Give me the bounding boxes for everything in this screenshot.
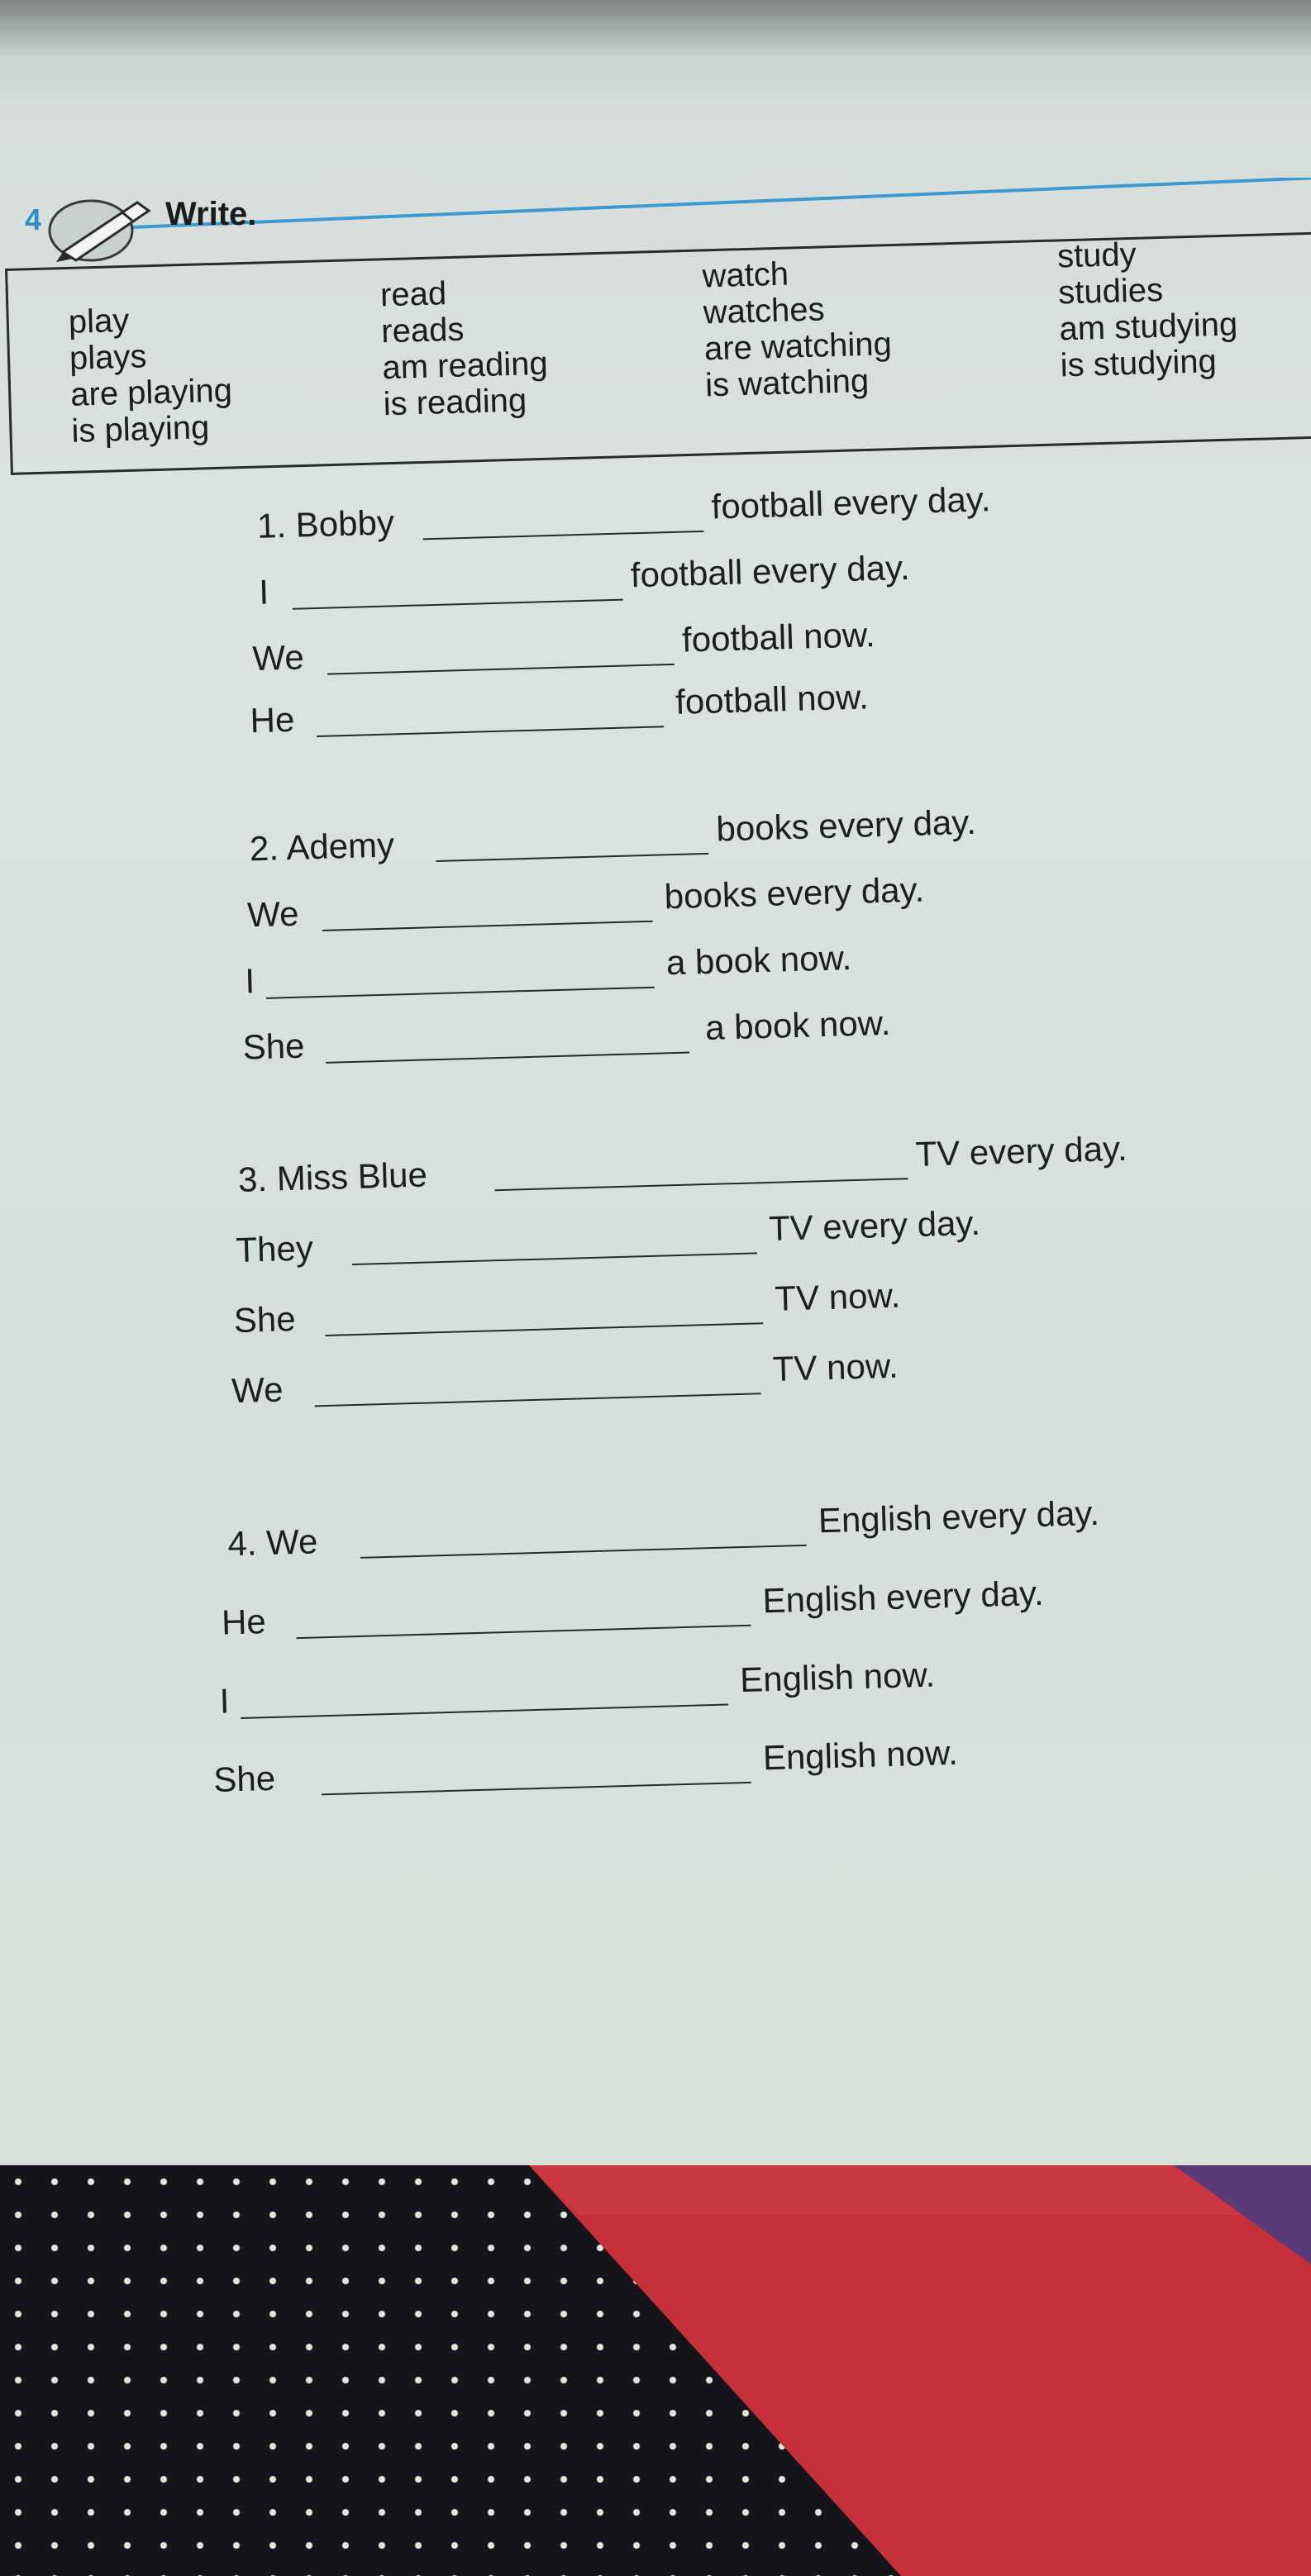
sentence-row [227, 1489, 1303, 1569]
sentence-row [250, 671, 1160, 746]
answer-blank[interactable] [315, 1393, 761, 1407]
sentence-subject: I [219, 1681, 231, 1721]
task-number: 4 [25, 202, 42, 236]
sentence-row [242, 998, 1152, 1073]
sentence-subject: 1. Bobby [256, 502, 395, 545]
sentence-ending: English every day. [818, 1493, 1100, 1540]
word: is studying [1060, 343, 1218, 384]
sentence-subject: 3. Miss Blue [237, 1155, 428, 1199]
task-title: Write. [165, 196, 257, 232]
sentence-subject: We [251, 637, 305, 679]
sentence-ending: books every day. [664, 869, 925, 917]
sentence-row [258, 542, 1168, 617]
word: is playing [70, 409, 210, 450]
sentence-row [233, 1269, 1226, 1345]
answer-blank[interactable] [241, 1704, 728, 1719]
answer-blank[interactable] [322, 921, 653, 931]
sentence-subject: I [244, 961, 255, 1001]
sentence-row [249, 799, 1159, 874]
sentence-ending: English now. [739, 1655, 936, 1700]
word: am studying [1058, 306, 1238, 348]
red-folder [0, 2165, 1311, 2576]
word: am reading [381, 345, 549, 387]
sentence-subject: She [212, 1758, 276, 1799]
sentence-ending: football every day. [710, 479, 991, 526]
sentence-ending: football now. [681, 615, 876, 659]
sentence-row [256, 476, 1166, 551]
sentence-ending: TV every day. [914, 1128, 1128, 1174]
answer-blank[interactable] [322, 1782, 751, 1796]
sentence-row [219, 1646, 1294, 1726]
sentence-row [252, 608, 1162, 683]
sentence-row [236, 1198, 1228, 1274]
word: studies [1057, 271, 1164, 312]
answer-blank[interactable] [325, 1322, 763, 1336]
answer-blank[interactable] [352, 1252, 757, 1265]
sentence-ending: TV now. [772, 1345, 899, 1388]
sentence-ending: football now. [675, 677, 870, 721]
sentence-row [231, 1339, 1223, 1416]
word: are playing [69, 372, 233, 413]
answer-blank[interactable] [495, 1178, 908, 1191]
word: is reading [383, 382, 527, 423]
word: is watching [704, 362, 870, 404]
word: study [1056, 236, 1137, 275]
sentence-subject: He [249, 699, 295, 740]
word: reads [380, 311, 465, 350]
sentence-row [245, 931, 1155, 1007]
word: plays [69, 338, 148, 377]
word: watch [701, 255, 789, 295]
sentence-ending: English every day. [761, 1573, 1045, 1621]
sentence-ending: a book now. [704, 1002, 891, 1048]
sentence-ending: English now. [762, 1732, 959, 1778]
sentence-subject: She [233, 1298, 297, 1340]
answer-blank[interactable] [423, 531, 704, 540]
answer-blank[interactable] [293, 599, 623, 610]
sentence-ending: books every day. [715, 802, 977, 849]
sentence-ending: a book now. [665, 938, 852, 983]
answer-blank[interactable] [326, 1052, 689, 1064]
answer-blank[interactable] [266, 987, 655, 999]
sentence-row [213, 1726, 1289, 1805]
sentence-ending: TV every day. [768, 1202, 981, 1248]
answer-blank[interactable] [317, 726, 664, 737]
word: play [68, 302, 130, 340]
answer-blank[interactable] [297, 1625, 751, 1639]
word: are watching [703, 326, 893, 368]
sentence-subject: We [246, 893, 300, 935]
sentence-row [221, 1568, 1296, 1647]
sentence-subject: 2. Ademy [249, 825, 395, 869]
sentence-ending: TV now. [774, 1275, 901, 1318]
answer-blank[interactable] [436, 853, 708, 862]
sentence-subject: He [221, 1602, 267, 1642]
sentence-subject: 4. We [226, 1521, 318, 1564]
answer-blank[interactable] [360, 1545, 807, 1559]
word: read [379, 275, 447, 314]
sentence-subject: They [235, 1228, 314, 1269]
sentence-ending: football every day. [630, 547, 911, 595]
sentence-subject: She [242, 1026, 306, 1067]
word: watches [703, 291, 826, 331]
answer-blank[interactable] [327, 664, 675, 675]
sentence-subject: We [231, 1369, 284, 1411]
sentence-subject: I [258, 572, 269, 612]
sentence-row [246, 865, 1156, 940]
sentence-row [237, 1127, 1230, 1204]
